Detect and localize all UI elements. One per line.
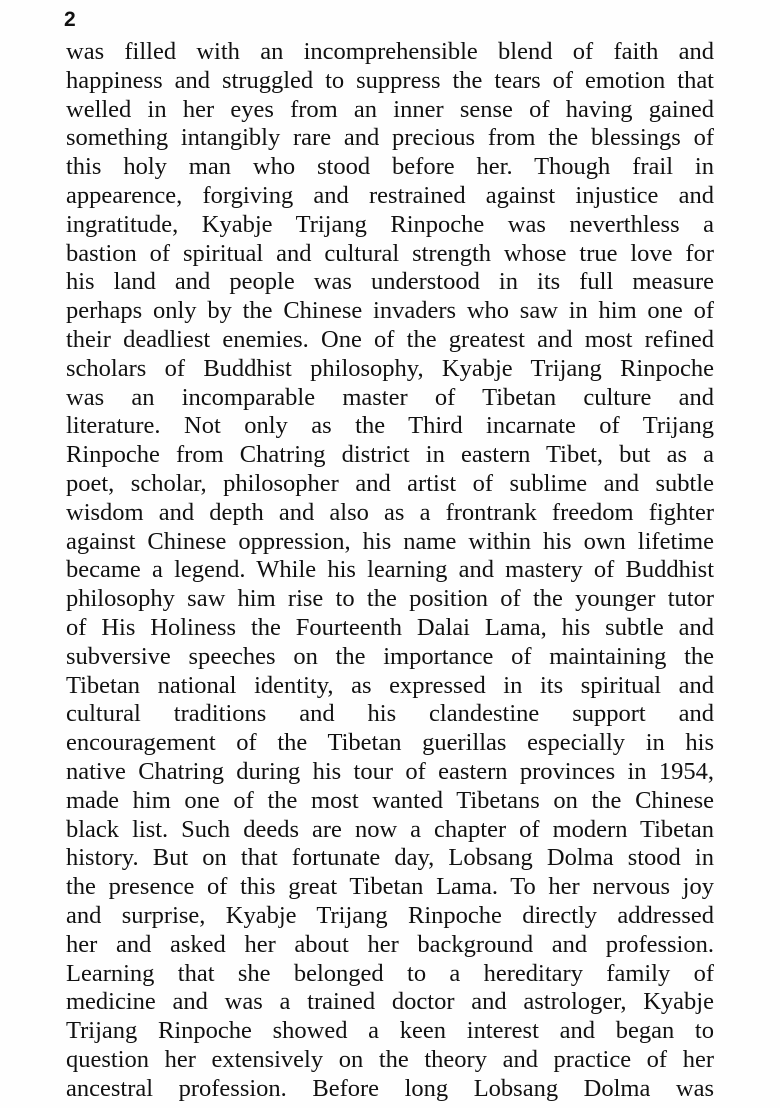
text-line: Learning that she belonged to a hereditary family of [66,959,714,987]
text-line: Tibetan national identity, as expressed in its spiritual and [66,671,714,699]
text-line: happiness and struggled to suppress the tears of emotion that [66,66,714,94]
text-line: welled in her eyes from an inner sense of having gained [66,95,714,123]
text-line: Rinpoche from Chatring district in eastern Tibet, but as a [66,441,714,469]
text-line: history. But on that fortunate day, Lobsang Dolma stood in [66,844,714,872]
text-line: philosophy saw him rise to the position of the younger tutor [66,585,714,613]
text-line: their deadliest enemies. One of the greatest and most refined [66,325,714,353]
text-line: literature. Not only as the Third incarnate of Trijang [66,412,714,440]
text-line: made him one of the most wanted Tibetans on the Chinese [66,786,714,814]
text-line: encouragement of the Tibetan guerillas especially in his [66,729,714,757]
text-line: became a legend. While his learning and mastery of Buddhist [66,556,714,584]
text-line: was an incomparable master of Tibetan culture and [66,383,714,411]
text-line: native Chatring during his tour of eastern provinces in 1954, [66,757,714,785]
text-line: medicine and was a trained doctor and astrologer, Kyabje [66,988,714,1016]
text-line: bastion of spiritual and cultural strength whose true love for [66,239,714,267]
text-line: the presence of this great Tibetan Lama. To her nervous joy [66,873,714,901]
page-number: 2 [64,8,76,31]
text-line: perhaps only by the Chinese invaders who saw in him one of [66,297,714,325]
text-line: subversive speeches on the importance of maintaining the [66,642,714,670]
text-line: wisdom and depth and also as a frontrank freedom fighter [66,498,714,526]
text-line: something intangibly rare and precious from the blessings of [66,124,714,152]
text-line: Trijang Rinpoche showed a keen interest and began to [66,1017,714,1045]
text-line: her and asked her about her background and profession. [66,930,714,958]
text-line: this holy man who stood before her. Though frail in [66,153,714,181]
text-line: of His Holiness the Fourteenth Dalai Lama, his subtle and [66,613,714,641]
text-line: question her extensively on the theory and practice of her [66,1045,714,1073]
text-line: ingratitude, Kyabje Trijang Rinpoche was neverthless a [66,210,714,238]
text-line: scholars of Buddhist philosophy, Kyabje Trijang Rinpoche [66,354,714,382]
text-line: against Chinese oppression, his name within his own lifetime [66,527,714,555]
text-line: appearence, forgiving and restrained against injustice and [66,181,714,209]
text-line: black list. Such deeds are now a chapter of modern Tibetan [66,815,714,843]
text-line: and surprise, Kyabje Trijang Rinpoche directly addressed [66,901,714,929]
body-text [66,38,714,1103]
text-line: was filled with an incomprehensible blend of faith and [66,38,714,65]
text-line: poet, scholar, philosopher and artist of sublime and subtle [66,469,714,497]
text-line: cultural traditions and his clandestine support and [66,700,714,728]
text-line: ancestral profession. Before long Lobsang Dolma was [66,1074,714,1102]
text-line: his land and people was understood in its full measure [66,268,714,296]
